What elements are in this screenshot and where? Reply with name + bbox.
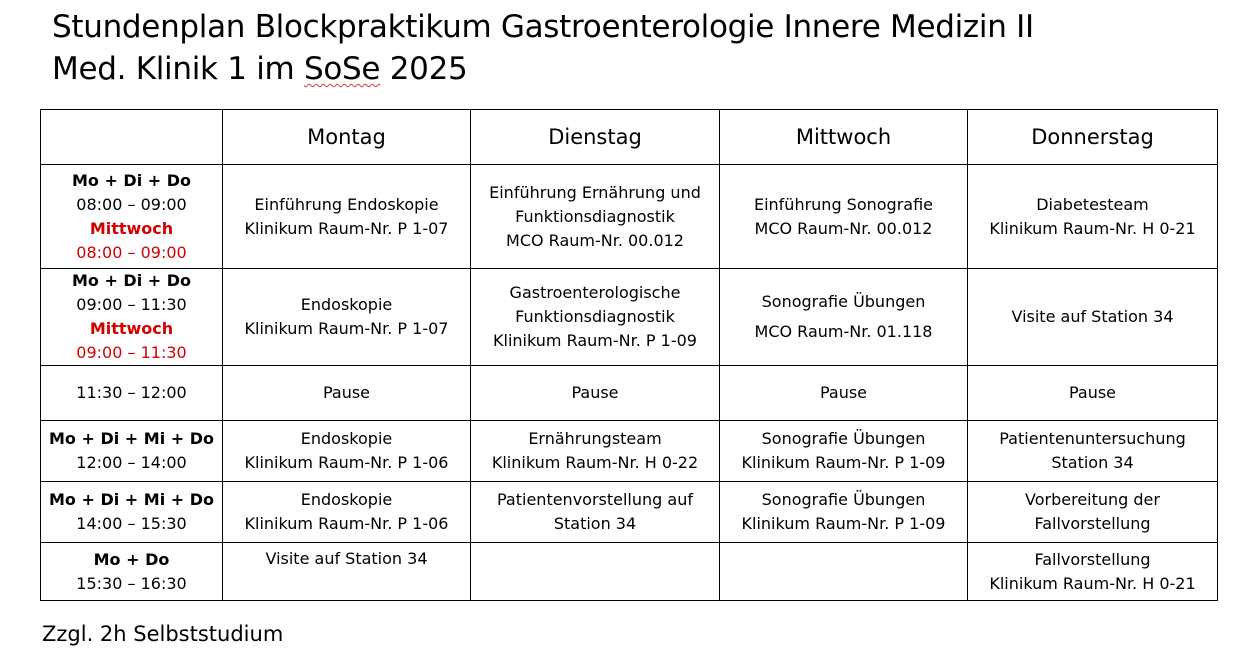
session-cell bbox=[720, 482, 968, 543]
session-cell bbox=[968, 482, 1218, 543]
session-line: Sonografie Übungen bbox=[761, 429, 926, 448]
session-cell bbox=[968, 269, 1218, 366]
footer-note: Zzgl. 2h Selbststudium bbox=[42, 622, 284, 646]
session-line: Klinikum Raum-Nr. P 1-09 bbox=[493, 331, 697, 350]
time-slot-days: Mo + Di + Do bbox=[71, 170, 192, 190]
session-cell bbox=[223, 421, 471, 482]
document-title bbox=[52, 6, 1034, 90]
session-line: Patientenuntersuchung bbox=[999, 429, 1186, 448]
schedule-row bbox=[41, 482, 1218, 543]
session-line: MCO Raum-Nr. 01.118 bbox=[754, 322, 933, 341]
time-slot-cell bbox=[41, 269, 223, 366]
time-slot-alt-day: Mittwoch bbox=[89, 319, 174, 338]
session-line: Diabetesteam bbox=[1036, 194, 1149, 214]
title-line-2 bbox=[52, 48, 1034, 90]
session-line: MCO Raum-Nr. 00.012 bbox=[506, 230, 684, 250]
session-cell bbox=[968, 421, 1218, 482]
schedule-table bbox=[40, 109, 1218, 601]
session-line: Vorbereitung der bbox=[1025, 490, 1160, 509]
session-cell bbox=[720, 269, 968, 366]
session-cell bbox=[968, 543, 1218, 601]
session-line: Ernährungsteam bbox=[528, 429, 662, 448]
time-slot-days: Mo + Di + Do bbox=[71, 271, 192, 290]
session-line: Endoskopie bbox=[300, 429, 393, 448]
session-cell bbox=[471, 543, 720, 601]
session-line: Klinikum Raum-Nr. P 1-06 bbox=[244, 514, 449, 533]
session-line: Klinikum Raum-Nr. H 0-22 bbox=[491, 453, 699, 472]
time-slot-cell bbox=[41, 366, 223, 421]
session-line: Klinikum Raum-Nr. P 1-09 bbox=[741, 514, 946, 533]
schedule-row bbox=[41, 269, 1218, 366]
time-slot-alt-day: Mittwoch bbox=[89, 218, 174, 238]
session-cell bbox=[223, 269, 471, 366]
schedule-row bbox=[41, 366, 1218, 421]
session-line: Sonografie Übungen bbox=[761, 490, 926, 509]
time-slot-cell bbox=[41, 482, 223, 543]
session-line: Fallvorstellung bbox=[1034, 514, 1151, 533]
schedule-row bbox=[41, 421, 1218, 482]
session-line: Klinikum Raum-Nr. P 1-09 bbox=[741, 453, 946, 472]
session-line: Pause bbox=[1068, 383, 1117, 402]
session-line: Station 34 bbox=[553, 514, 637, 533]
session-line: Pause bbox=[571, 383, 619, 402]
session-line: Visite auf Station 34 bbox=[1011, 307, 1174, 326]
session-line: Pause bbox=[322, 383, 371, 402]
time-slot-range: 15:30 – 16:30 bbox=[76, 573, 187, 593]
time-slot-range: 11:30 – 12:00 bbox=[76, 383, 187, 402]
session-line: Einführung Sonografie bbox=[753, 194, 934, 214]
session-line: Patientenvorstellung auf bbox=[497, 490, 693, 509]
session-line: Endoskopie bbox=[300, 490, 393, 509]
session-cell bbox=[720, 421, 968, 482]
time-slot-cell bbox=[41, 165, 223, 269]
session-cell bbox=[223, 543, 471, 601]
session-line: Gastroenterologische bbox=[509, 283, 681, 302]
time-slot-alt-range: 08:00 – 09:00 bbox=[76, 242, 187, 262]
session-line: Sonografie Übungen bbox=[761, 292, 926, 311]
session-line: Pause bbox=[819, 383, 868, 402]
time-slot-alt-range: 09:00 – 11:30 bbox=[76, 343, 187, 362]
title-line-2-suffix: 2025 bbox=[380, 51, 468, 87]
session-line: Klinikum Raum-Nr. P 1-06 bbox=[244, 453, 449, 472]
time-slot-cell bbox=[41, 543, 223, 601]
time-slot-range: 12:00 – 14:00 bbox=[76, 453, 187, 472]
header-row bbox=[41, 110, 1218, 165]
session-line: Station 34 bbox=[1051, 453, 1134, 472]
session-cell bbox=[968, 165, 1218, 269]
session-cell bbox=[720, 165, 968, 269]
session-cell bbox=[720, 366, 968, 421]
session-cell bbox=[223, 482, 471, 543]
schedule-row bbox=[41, 165, 1218, 269]
time-slot-cell bbox=[41, 421, 223, 482]
session-cell bbox=[223, 165, 471, 269]
session-line: Funktionsdiagnostik bbox=[515, 206, 675, 226]
session-cell bbox=[223, 366, 471, 421]
session-line: Klinikum Raum-Nr. P 1-07 bbox=[244, 218, 449, 238]
session-line: Visite auf Station 34 bbox=[265, 549, 428, 568]
time-slot-days: Mo + Di + Mi + Do bbox=[49, 429, 214, 448]
day-header-monday: Montag bbox=[223, 110, 471, 165]
session-cell bbox=[471, 165, 720, 269]
schedule-body bbox=[41, 165, 1218, 601]
session-cell bbox=[471, 482, 720, 543]
session-cell bbox=[471, 269, 720, 366]
session-cell bbox=[471, 366, 720, 421]
session-line: Funktionsdiagnostik bbox=[515, 307, 675, 326]
session-line: Einführung Ernährung und bbox=[489, 182, 701, 202]
session-line: MCO Raum-Nr. 00.012 bbox=[754, 218, 933, 238]
schedule-row bbox=[41, 543, 1218, 601]
session-line: Fallvorstellung bbox=[1034, 549, 1151, 569]
session-line: Klinikum Raum-Nr. H 0-21 bbox=[989, 573, 1196, 593]
time-slot-days: Mo + Di + Mi + Do bbox=[49, 490, 214, 509]
spellcheck-marked-word: SoSe bbox=[303, 51, 381, 87]
session-cell bbox=[968, 366, 1218, 421]
session-line: Endoskopie bbox=[300, 295, 393, 314]
session-cell bbox=[720, 543, 968, 601]
time-slot-range: 09:00 – 11:30 bbox=[76, 295, 187, 314]
time-slot-range: 08:00 – 09:00 bbox=[76, 194, 187, 214]
day-header-wednesday: Mittwoch bbox=[720, 110, 968, 165]
day-header-thursday: Donnerstag bbox=[968, 110, 1218, 165]
time-slot-range: 14:00 – 15:30 bbox=[76, 514, 187, 533]
title-line-2-prefix: Med. Klinik 1 im bbox=[52, 51, 304, 87]
corner-cell bbox=[41, 110, 223, 165]
time-slot-days: Mo + Do bbox=[93, 549, 170, 569]
session-cell bbox=[471, 421, 720, 482]
session-line: Klinikum Raum-Nr. P 1-07 bbox=[244, 319, 449, 338]
day-header-tuesday: Dienstag bbox=[471, 110, 720, 165]
session-line: Einführung Endoskopie bbox=[254, 194, 439, 214]
title-line-1: Stundenplan Blockpraktikum Gastroenterologie Innere Medizin II bbox=[52, 9, 1034, 45]
session-line: Klinikum Raum-Nr. H 0-21 bbox=[989, 218, 1196, 238]
